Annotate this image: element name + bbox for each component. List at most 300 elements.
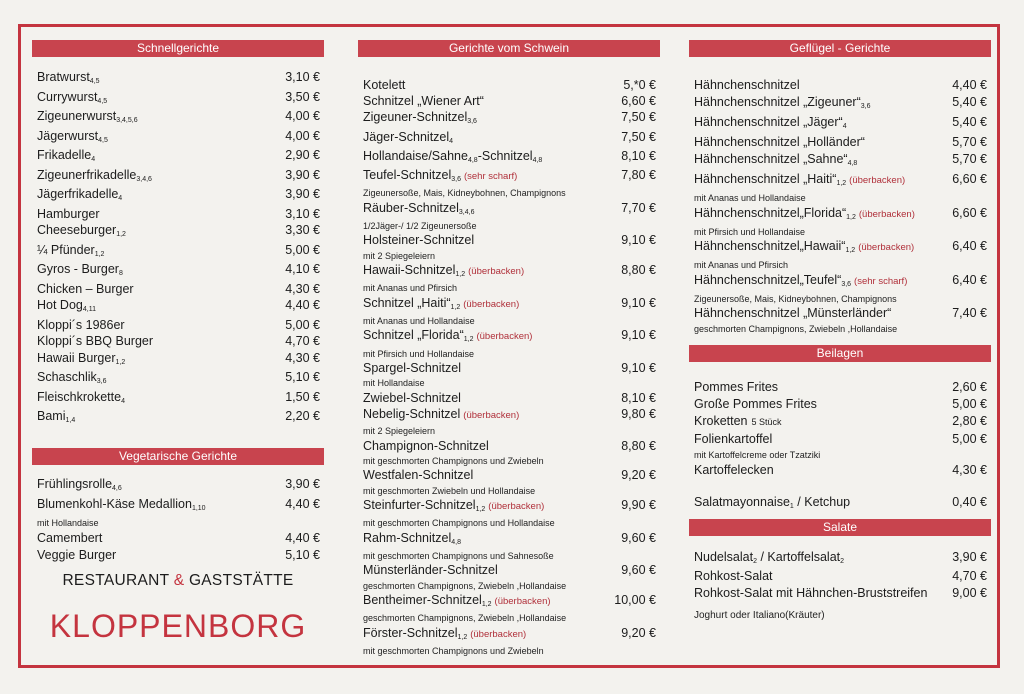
menu-item-price: 3,90 €: [285, 476, 320, 491]
menu-item-note: Zigeunersoße, Mais, Kidneybohnen, Champignons: [694, 293, 897, 304]
menu-item-price: 7,40 €: [952, 306, 987, 320]
salat-dressing-note: Joghurt oder Italiano(Kräuter): [694, 610, 825, 621]
menu-item-row: [32, 243, 324, 260]
menu-item-name: [694, 135, 865, 149]
allergen-codes: 3,6: [96, 378, 107, 385]
beilagen-list: [689, 380, 991, 512]
allergen-codes: 4: [449, 137, 454, 145]
allergen-codes: 1,10: [191, 504, 206, 512]
menu-item-row: [689, 414, 991, 429]
allergen-codes: 4,6: [112, 484, 122, 492]
allergen-codes: 1,2: [116, 231, 126, 238]
item-name: Schnitzel „Florida“: [363, 328, 464, 343]
menu-item-name: [694, 432, 772, 446]
menu-item-row: [32, 90, 324, 107]
menu-item-row: [358, 168, 660, 185]
item-name-suffix: -Schnitzel: [477, 148, 533, 163]
menu-item-name: [694, 172, 905, 189]
menu-item-note: 1/2Jäger-/ 1/2 Zigeunersoße: [363, 220, 477, 231]
menu-item-name: [37, 187, 122, 204]
menu-item-price: 5,*0 €: [623, 78, 656, 92]
menu-item-name: [694, 239, 914, 256]
item-name: Hähnchenschnitzel„Teufel“: [694, 272, 842, 287]
menu-item-price: 3,30 €: [285, 223, 320, 237]
menu-item-name: [37, 243, 104, 260]
item-name: Zigeuner-Schnitzel: [363, 110, 468, 125]
menu-item-name: [363, 149, 542, 166]
item-badge: (sehr scharf): [854, 275, 908, 287]
menu-item-name: [37, 477, 122, 494]
allergen-codes: 4: [121, 397, 125, 405]
item-name: Zigeunerfrikadelle: [37, 167, 137, 182]
menu-item-row: [689, 95, 991, 112]
item-name: Große Pommes Frites: [694, 396, 817, 411]
menu-item-name: [694, 95, 871, 112]
allergen-codes: 1,2: [463, 336, 474, 344]
menu-item-row: [689, 380, 991, 394]
menu-item-note: mit Pfirsich und Hollandaise: [694, 226, 806, 237]
item-name: Hähnchenschnitzel „Sahne“: [694, 152, 848, 166]
menu-item-name: [694, 495, 850, 512]
item-name: Cheeseburger: [37, 223, 117, 237]
allergen-codes: 4,11: [82, 306, 96, 313]
menu-item-row: [358, 328, 660, 345]
menu-item-name: [694, 414, 782, 429]
menu-item-note: mit geschmorten Zwiebeln und Hollandaise: [363, 485, 536, 496]
menu-item-name: [37, 109, 138, 126]
menu-item-note: mit 2 Spiegeleiern: [363, 426, 436, 437]
menu-item-name: [694, 569, 773, 583]
menu-item-note: Zigeunersoße, Mais, Kidneybohnen, Champignons: [363, 188, 566, 199]
item-name-suffix: / Ketchup: [793, 494, 851, 509]
allergen-codes: 3,4,5,6: [116, 117, 138, 124]
menu-item-row: [358, 233, 660, 247]
item-name: Hähnchenschnitzel: [694, 78, 800, 92]
menu-item-name: [37, 70, 100, 87]
schnellgerichte-list: [32, 70, 324, 426]
menu-item-name: [694, 115, 847, 132]
menu-item-name: [694, 397, 817, 411]
menu-item-name: [363, 263, 524, 280]
menu-item-price: 0,40 €: [952, 494, 987, 509]
menu-item-price: 5,10 €: [285, 547, 320, 562]
item-name: Förster-Schnitzel: [363, 625, 458, 640]
allergen-codes: 1: [789, 502, 794, 510]
menu-item-price: 9,60 €: [621, 530, 656, 545]
item-name: Hähnchenschnitzel „Haiti“: [694, 172, 837, 186]
menu-item-row: [358, 110, 660, 127]
menu-item-name: [363, 110, 477, 127]
menu-item-price: 8,10 €: [621, 148, 656, 163]
menu-item-name: [694, 152, 857, 169]
brand-name: KLOPPENBORG: [49, 607, 307, 644]
menu-item-row: [32, 262, 324, 279]
section-header-vegetarisch: Vegetarische Gerichte: [32, 448, 324, 465]
menu-item-name: [363, 407, 519, 423]
menu-item-price: 5,70 €: [952, 152, 987, 166]
menu-item-row: [32, 207, 324, 221]
item-name: Salatmayonnaise: [694, 494, 790, 509]
item-name: Hot Dog: [37, 298, 83, 312]
menu-item-row: [358, 361, 660, 375]
item-name: Jäger-Schnitzel: [363, 129, 450, 144]
item-name: Bentheimer-Schnitzel: [363, 593, 482, 608]
gefluegel-list: [689, 78, 991, 335]
menu-item-name: [694, 463, 774, 477]
menu-item-name: [37, 148, 95, 165]
item-name: Folienkartoffel: [694, 431, 773, 446]
item-name: Frikadelle: [37, 148, 92, 162]
menu-item-row: [358, 563, 660, 577]
item-quantity: 5 Stück: [751, 416, 782, 427]
section-header-schwein: Gerichte vom Schwein: [358, 40, 660, 57]
menu-item-row: [32, 351, 324, 368]
item-name: Nebelig-Schnitzel: [363, 406, 461, 421]
menu-item-row: [32, 548, 324, 562]
menu-item-note: mit geschmorten Champignons und Zwiebeln: [363, 455, 544, 466]
item-name: Camembert: [37, 530, 103, 545]
menu-item-price: 3,90 €: [285, 167, 320, 182]
item-name: Frühlingsrolle: [37, 476, 113, 491]
item-name: Jägerfrikadelle: [37, 187, 119, 201]
menu-item-row: [358, 531, 660, 548]
allergen-codes: 1,2: [455, 271, 466, 278]
menu-item-note: mit Ananas und Hollandaise: [694, 193, 806, 203]
item-badge: (überbacken): [494, 596, 551, 608]
item-badge: (sehr scharf): [463, 170, 518, 182]
menu-item-name: [694, 206, 915, 223]
item-name: Teufel-Schnitzel: [363, 167, 452, 182]
item-name: Nudelsalat: [694, 549, 754, 564]
menu-item-name: [363, 391, 461, 405]
allergen-codes: 3,4,6: [458, 208, 475, 216]
menu-item-row: [358, 498, 660, 515]
item-name: Hähnchenschnitzel „Jäger“: [694, 115, 843, 129]
menu-item-row: [358, 130, 660, 147]
menu-item-row: [689, 239, 991, 256]
menu-item-row: [689, 463, 991, 477]
menu-item-name: [37, 497, 206, 514]
menu-item-name: [363, 563, 498, 577]
allergen-codes: 1,2: [845, 247, 856, 254]
item-badge: (überbacken): [488, 501, 545, 512]
menu-item-row: [358, 296, 660, 313]
menu-item-note: mit Pfirsich und Hollandaise: [363, 348, 475, 359]
allergen-codes: 2: [840, 557, 845, 565]
menu-item-row: [689, 172, 991, 189]
menu-item-name: [363, 361, 461, 375]
menu-item-row: [32, 282, 324, 296]
item-name: Blumenkohl-Käse Medallion: [37, 496, 192, 511]
menu-item-row: [358, 263, 660, 280]
item-badge: (überbacken): [849, 175, 906, 186]
menu-item-row: [689, 115, 991, 132]
menu-item-name: [363, 233, 474, 247]
item-name: Hähnchenschnitzel„Hawaii“: [694, 239, 846, 253]
menu-item-row: [32, 109, 324, 126]
menu-item-price: 5,00 €: [952, 396, 987, 411]
menu-item-row: [32, 129, 324, 146]
menu-item-note: mit Kartoffelcreme oder Tzatziki: [694, 449, 821, 460]
allergen-codes: 4,5: [89, 78, 100, 85]
menu-item-row: [358, 149, 660, 166]
item-name: Currywurst: [37, 89, 98, 104]
menu-item-row: [32, 298, 324, 315]
item-name: Kartoffelecken: [694, 462, 774, 477]
section-header-beilagen: Beilagen: [689, 345, 991, 362]
allergen-codes: 8: [118, 270, 123, 277]
allergen-codes: 4,8: [847, 160, 858, 167]
item-name: Kotelett: [363, 78, 406, 92]
allergen-codes: 1,2: [481, 601, 492, 609]
menu-item-note: mit geschmorten Champignons und Hollandaise: [363, 518, 555, 529]
item-name: Veggie Burger: [37, 547, 117, 562]
menu-item-name: [363, 296, 519, 313]
menu-item-note: geschmorten Champignons, Zwiebeln ,Hollandaise: [363, 613, 567, 624]
menu-item-price: 6,60 €: [952, 172, 987, 186]
item-badge: (überbacken): [463, 409, 520, 421]
column-right: [689, 40, 991, 622]
menu-item-row: [689, 432, 991, 446]
item-name: Rahm-Schnitzel: [363, 530, 452, 545]
item-name: Pommes Frites: [694, 379, 779, 394]
item-name: Jägerwurst: [37, 128, 99, 143]
item-name: Rohkost-Salat mit Hähnchen-Bruststreifen: [694, 585, 928, 600]
section-header-schnellgerichte: Schnellgerichte: [32, 40, 324, 57]
allergen-codes: 4: [118, 195, 123, 202]
item-name: Rohkost-Salat: [694, 569, 773, 583]
allergen-codes: 4,5: [97, 97, 108, 105]
item-name: Steinfurter-Schnitzel: [363, 498, 476, 512]
menu-item-name: [37, 168, 152, 185]
menu-item-name: [363, 439, 489, 453]
menu-item-price: 3,90 €: [285, 187, 320, 201]
menu-item-name: [37, 223, 126, 240]
item-name: Hähnchenschnitzel „Münsterländer“: [694, 306, 892, 320]
menu-item-name: [37, 262, 123, 279]
item-name: Hähnchenschnitzel„Florida“: [694, 205, 847, 220]
item-badge: (überbacken): [476, 331, 533, 343]
menu-item-price: 2,60 €: [952, 379, 987, 394]
menu-item-note: mit Hollandaise: [37, 517, 99, 528]
item-name: Chicken – Burger: [37, 281, 134, 296]
section-header-salate: Salate: [689, 519, 991, 536]
menu-item-row: [32, 409, 324, 426]
menu-item-row: [358, 468, 660, 482]
menu-item-note: mit Ananas und Pfirsich: [363, 283, 458, 294]
menu-item-row: [689, 152, 991, 169]
menu-item-name: [363, 468, 473, 482]
menu-item-row: [689, 397, 991, 411]
menu-item-row: [689, 495, 991, 512]
allergen-codes: 3,6: [841, 280, 852, 288]
menu-item-row: [358, 407, 660, 423]
menu-item-price: 5,10 €: [285, 370, 320, 384]
menu-item-row: [358, 626, 660, 643]
menu-item-price: 3,10 €: [285, 70, 320, 84]
menu-item-row: [32, 497, 324, 514]
menu-item-price: 5,40 €: [952, 115, 987, 129]
menu-item-price: 9,10 €: [621, 295, 656, 310]
menu-item-name: [37, 90, 107, 107]
menu-item-row: [32, 318, 324, 332]
menu-item-price: 3,10 €: [285, 206, 320, 221]
menu-item-price: 5,40 €: [952, 95, 987, 109]
menu-item-price: 1,50 €: [285, 389, 320, 404]
menu-item-row: [32, 370, 324, 387]
menu-item-price: 2,90 €: [285, 148, 320, 162]
menu-item-row: [358, 593, 660, 610]
allergen-codes: 1,2: [457, 633, 468, 641]
menu-item-price: 8,80 €: [621, 263, 656, 277]
item-name: Champignon-Schnitzel: [363, 438, 489, 453]
menu-item-name: [363, 201, 474, 218]
menu-item-name: [694, 273, 907, 290]
allergen-codes: 4: [91, 156, 96, 163]
menu-item-row: [689, 273, 991, 290]
item-name: Hähnchenschnitzel „Zigeuner“: [694, 95, 861, 109]
menu-item-note: mit Ananas und Hollandaise: [363, 315, 475, 326]
menu-item-name: [363, 328, 532, 345]
menu-item-row: [32, 390, 324, 407]
menu-item-row: [358, 94, 660, 108]
item-badge: (überbacken): [858, 242, 915, 253]
item-name: Schaschlik: [37, 370, 97, 384]
allergen-codes: 4,8: [451, 538, 461, 546]
menu-item-name: [37, 129, 108, 146]
item-name: Hawaii-Schnitzel: [363, 263, 456, 277]
vegetarisch-list: [32, 477, 324, 562]
menu-item-price: 9,10 €: [621, 328, 656, 343]
menu-item-note: geschmorten Champignons, Zwiebeln ,Hollandaise: [363, 580, 567, 591]
allergen-codes: 3,6: [451, 175, 461, 183]
menu-item-price: 9,80 €: [621, 406, 656, 421]
menu-item-row: [32, 70, 324, 87]
item-name: Schnitzel „Haiti“: [363, 295, 451, 310]
menu-item-name: [37, 334, 153, 348]
menu-item-name: [37, 390, 125, 407]
allergen-codes: 1,2: [475, 506, 486, 513]
column-middle: [358, 40, 660, 658]
menu-item-price: 4,00 €: [285, 109, 320, 123]
menu-item-price: 7,50 €: [621, 110, 656, 125]
item-name: Schnitzel „Wiener Art“: [363, 94, 484, 109]
menu-item-name: [694, 380, 778, 394]
allergen-codes: 1,2: [94, 250, 105, 258]
menu-item-row: [689, 550, 991, 567]
menu-item-price: 8,10 €: [621, 390, 656, 405]
menu-item-row: [689, 206, 991, 223]
menu-item-price: 2,20 €: [285, 409, 320, 423]
allergen-codes: 1,2: [846, 213, 856, 221]
menu-item-row: [358, 391, 660, 405]
menu-item-note: mit geschmorten Champignons und Sahnesoße: [363, 550, 554, 561]
menu-item-row: [689, 586, 991, 600]
item-name-suffix: / Kartoffelsalat: [756, 549, 841, 564]
menu-item-price: 4,40 €: [285, 298, 320, 312]
item-badge: (überbacken): [468, 266, 525, 277]
menu-item-name: [694, 306, 891, 320]
item-name: Westfalen-Schnitzel: [363, 468, 474, 483]
menu-item-name: [363, 168, 517, 185]
item-name: ¼ Pfünder: [37, 242, 95, 257]
menu-item-name: [37, 370, 106, 387]
allergen-codes: 4,8: [467, 156, 478, 164]
menu-item-row: [358, 439, 660, 453]
menu-item-name: [37, 207, 100, 221]
menu-item-price: 9,00 €: [952, 585, 987, 600]
item-name: Kloppi´s BBQ Burger: [37, 334, 154, 348]
menu-item-row: [32, 168, 324, 185]
menu-item-price: 9,90 €: [621, 498, 656, 512]
menu-item-name: [37, 531, 102, 545]
allergen-codes: 1,2: [450, 303, 461, 311]
menu-item-name: [363, 94, 484, 108]
menu-item-price: 10,00 €: [614, 593, 656, 608]
item-name: Zwiebel-Schnitzel: [363, 390, 461, 405]
menu-item-price: 9,20 €: [621, 468, 656, 483]
allergen-codes: 3,6: [860, 103, 871, 110]
menu-item-row: [358, 78, 660, 92]
menu-item-row: [358, 201, 660, 218]
allergen-codes: 1,4: [65, 417, 76, 424]
menu-item-price: 4,70 €: [952, 569, 987, 583]
menu-item-price: 7,50 €: [621, 129, 656, 144]
menu-item-name: [363, 78, 405, 92]
item-name: Bratwurst: [37, 70, 90, 84]
menu-item-price: 4,00 €: [285, 128, 320, 143]
item-name: Hähnchenschnitzel „Holländer“: [694, 135, 865, 149]
item-name: Kloppi´s 1986er: [37, 317, 125, 332]
menu-item-name: [37, 548, 116, 562]
item-name: Bami: [37, 409, 66, 423]
menu-item-price: 4,40 €: [952, 78, 987, 92]
allergen-codes: 1,2: [836, 180, 847, 187]
salate-list: [689, 550, 991, 600]
section-header-gefluegel: Geflügel - Gerichte: [689, 40, 991, 57]
menu-item-price: 5,70 €: [952, 135, 987, 149]
menu-item-name: [694, 78, 800, 92]
menu-item-name: [363, 498, 544, 515]
item-name: Hollandaise/Sahne: [363, 148, 468, 163]
menu-item-row: [689, 306, 991, 320]
item-badge: (überbacken): [463, 298, 520, 310]
item-name: Räuber-Schnitzel: [363, 200, 459, 215]
menu-item-price: 3,50 €: [285, 89, 320, 104]
menu-item-row: [32, 148, 324, 165]
item-badge: (überbacken): [470, 628, 527, 640]
menu-item-note: mit Hollandaise: [363, 378, 425, 389]
item-name: Fleischkrokette: [37, 389, 122, 404]
menu-item-name: [37, 282, 134, 296]
menu-item-price: 4,40 €: [285, 530, 320, 545]
menu-item-row: [32, 531, 324, 545]
menu-item-price: 5,00 €: [952, 431, 987, 446]
menu-item-name: [363, 130, 453, 147]
item-name: Münsterländer-Schnitzel: [363, 563, 498, 578]
menu-item-note: geschmorten Champignons, Zwiebeln ,Hollandaise: [694, 324, 898, 334]
menu-item-note: mit geschmorten Champignons und Zwiebeln: [363, 645, 544, 656]
item-badge: (überbacken): [858, 208, 915, 220]
menu-item-price: 4,70 €: [285, 334, 320, 348]
menu-item-note: mit 2 Spiegeleiern: [363, 250, 436, 261]
menu-item-price: 9,10 €: [621, 361, 656, 376]
menu-item-price: 2,80 €: [952, 413, 987, 428]
item-name: Gyros - Burger: [37, 262, 119, 276]
allergen-codes: 3,4,6: [136, 175, 152, 183]
menu-item-price: 9,60 €: [621, 563, 656, 578]
menu-item-price: 4,30 €: [285, 281, 320, 296]
